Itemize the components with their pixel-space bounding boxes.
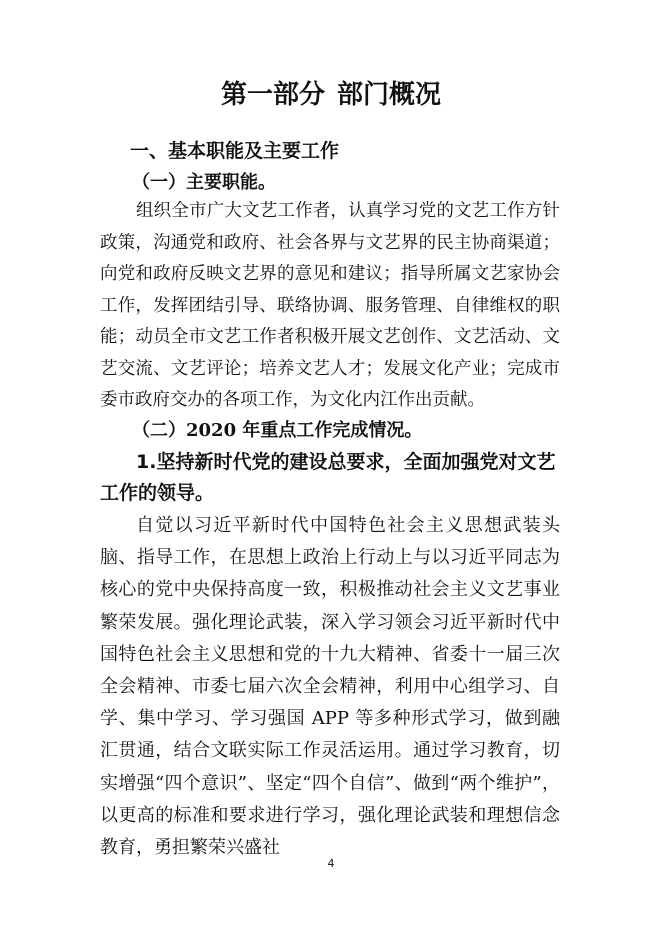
page-number: 4 xyxy=(327,857,335,870)
page-title xyxy=(0,78,662,112)
party-leadership-paragraph: 自觉以习近平新时代中国特色社会主义思想武装头脑、指导工作，在思想上政治上行动上与以习近平同志为核心的党中央保持高度一致，积极推动社会主义文艺事业繁荣发展。强化理论武装，深入学习领会习近平新时代中国特色社会主义思想和党的十九大精神、省委十一届三次全会精神、市委七届六次全会精神，利用中心组学习、自学、集中学习、学习强国 APP 等多种形式学习，做到融汇贯通，结合文联实际工作灵活运用。通过学习教育，切实增强“四个意识”、坚定“四个自信”、做到“两个维护”，以更高的标准和要求进行学习，强化理论武装和理想信念教育，勇担繁荣兴盛社 xyxy=(100,515,560,859)
section-heading-basic-functions: 一、基本职能及主要工作 xyxy=(130,140,340,162)
title-part: 第一部分 xyxy=(220,80,325,110)
subsection-heading-key-work-2020: （二）2020 年重点工作完成情况。 xyxy=(132,420,423,441)
main-functions-paragraph: 组织全市广大文艺工作者，认真学习党的文艺工作方针政策，沟通党和政府、社会各界与文艺界的民主协商渠道；向党和政府反映文艺界的意见和建议；指导所属文艺家协会工作，发挥团结引导、联络协调、服务管理、自律维权的职能；动员全市文艺工作者积极开展文艺创作、文艺活动、文艺交流、文艺评论；培养文艺人才；发展文化产业；完成市委市政府交办的各项工作，为文化内江作出贡献。 xyxy=(100,201,560,410)
title-name: 部门概况 xyxy=(337,80,442,110)
subsection-heading-main-functions: （一）主要职能。 xyxy=(132,172,276,193)
item-heading-party-leadership: 1.坚持新时代党的建设总要求，全面加强党对文艺工作的领导。 xyxy=(100,451,556,504)
